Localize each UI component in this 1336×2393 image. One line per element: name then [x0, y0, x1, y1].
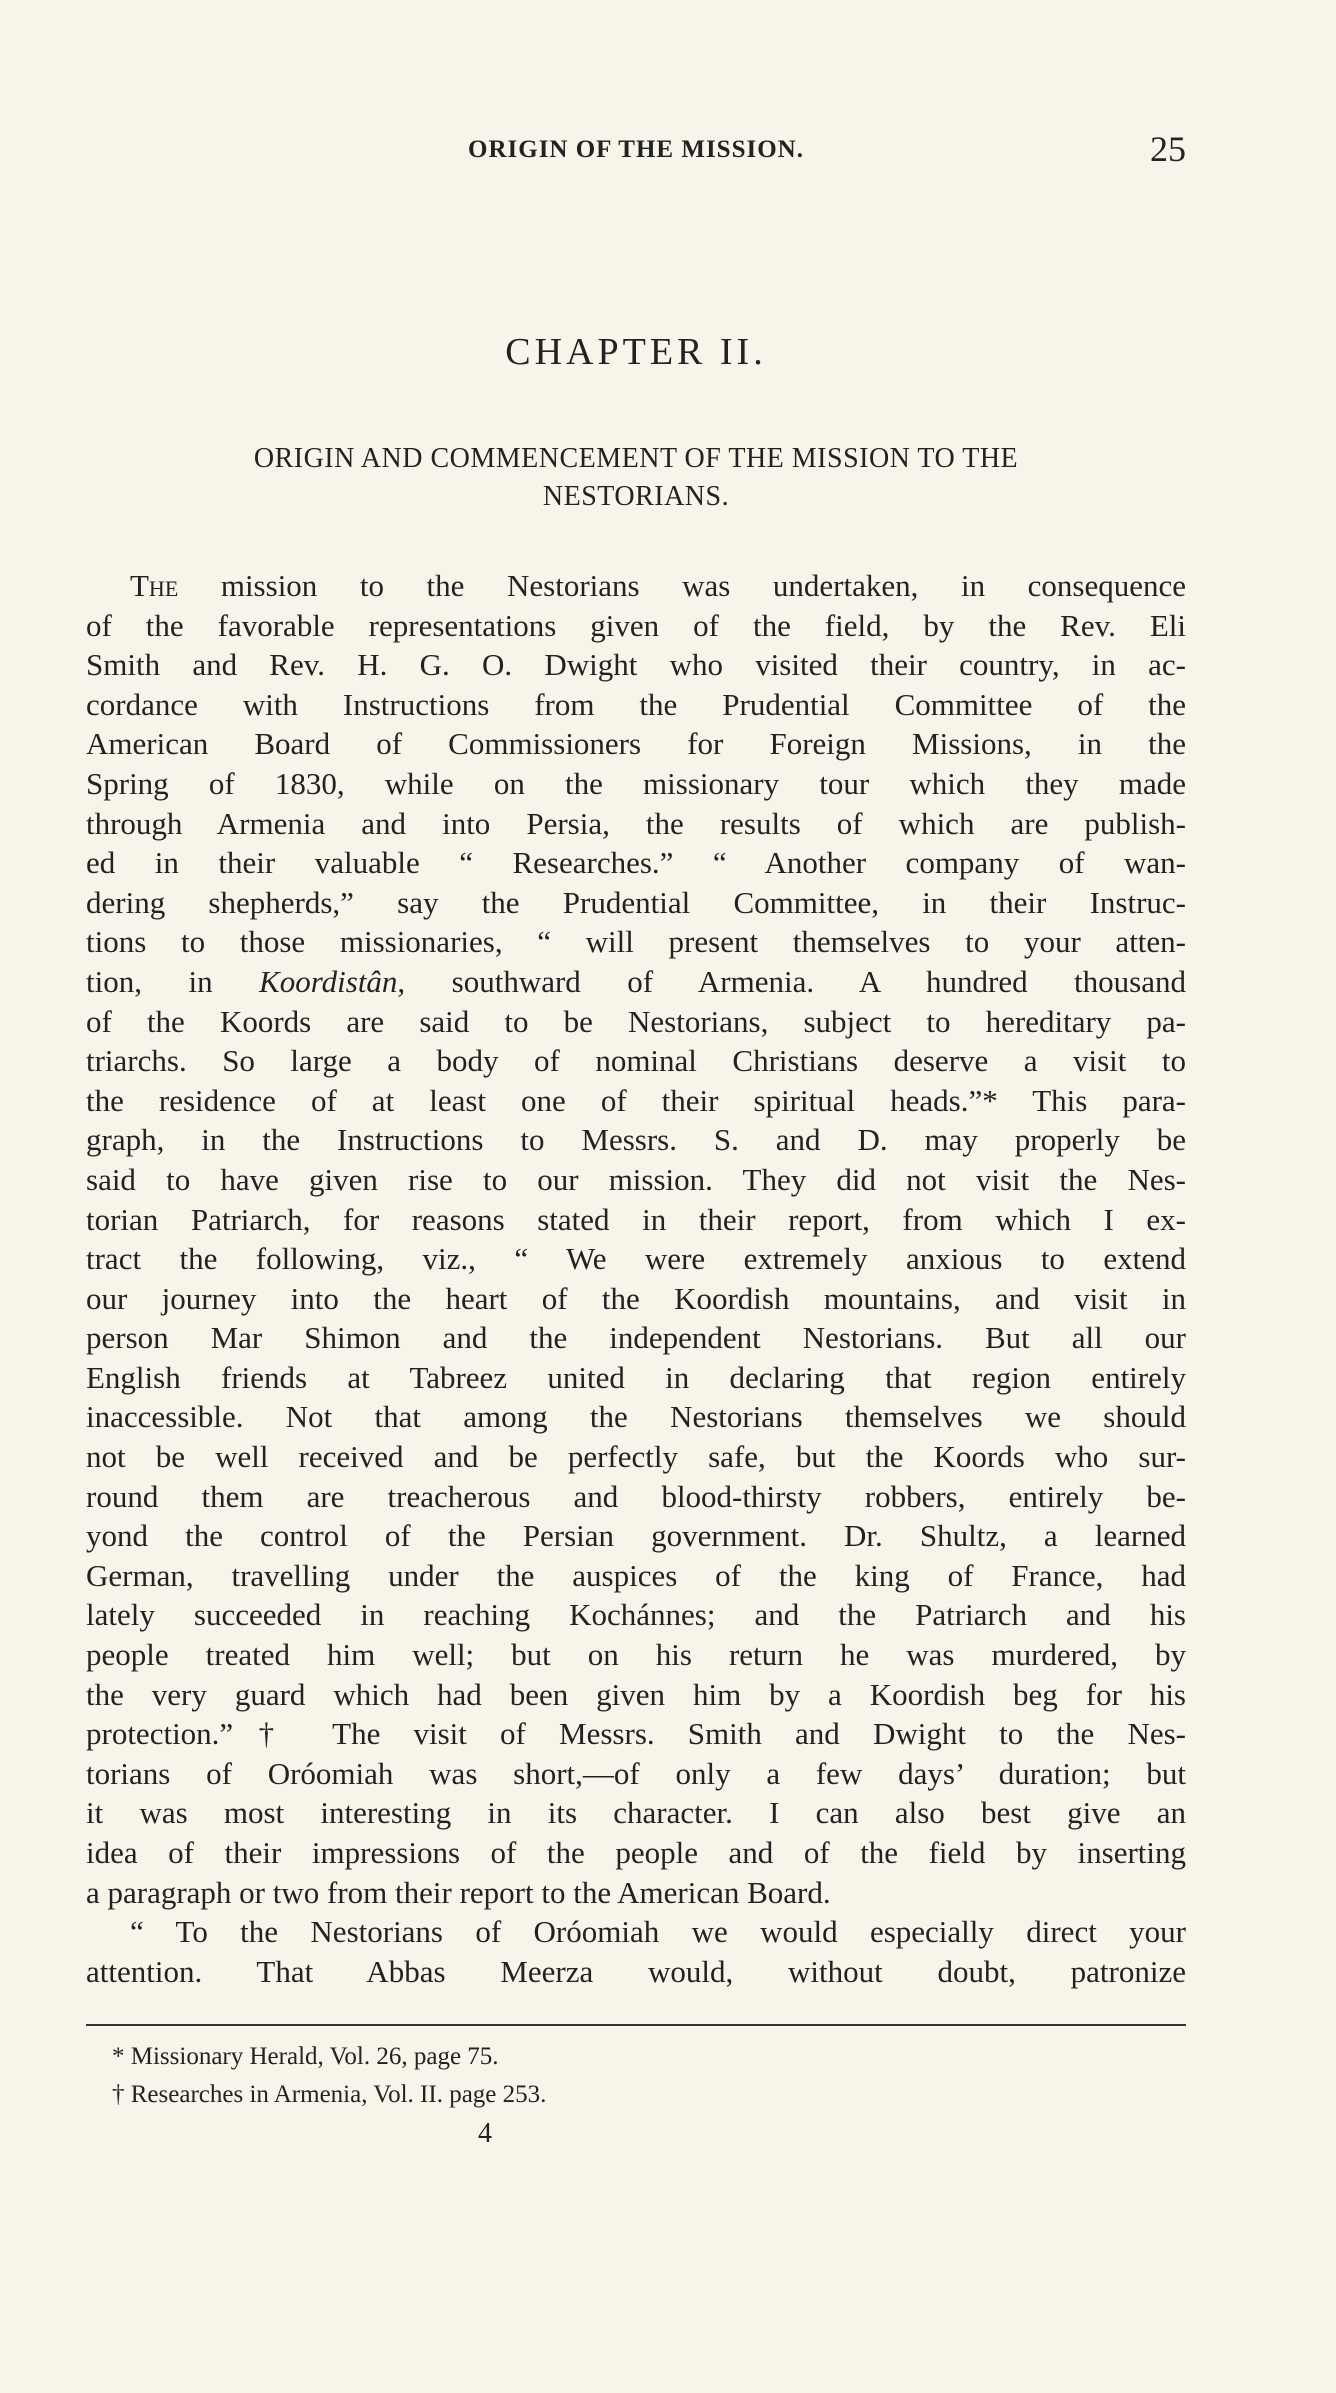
text-line: people treated him well; but on his return he was murdered, by — [86, 1637, 1186, 1673]
text-line: tract the following, viz., “ We were extremely anxious to extend — [86, 1241, 1186, 1277]
text-line: English friends at Tabreez united in declaring that region entirely — [86, 1359, 1186, 1395]
text-line: idea of their impressions of the people and of the field by inserting — [86, 1835, 1186, 1870]
text-line: the very guard which had been given him by a Koordish beg for his — [86, 1676, 1186, 1712]
text-line: ed in their valuable “ Researches.” “ Another company of wan- — [86, 845, 1186, 881]
text-line: inaccessible. Not that among the Nestorians themselves we should — [86, 1399, 1186, 1435]
text-line: cordance with Instructions from the Prudential Committee of the — [86, 686, 1186, 722]
section-title — [86, 440, 1186, 516]
text-line: a paragraph or two from their report to the American Board. — [86, 1874, 831, 1910]
text-line: said to have given rise to our mission. They did not visit the Nes- — [86, 1161, 1186, 1197]
text-line: the residence of at least one of their spiritual heads.”* This para- — [86, 1082, 1186, 1118]
text-line: attention. That Abbas Meerza would, without doubt, patronize — [86, 1953, 1186, 1989]
text-line: dering shepherds,” say the Prudential Committee, in their Instruc- — [86, 884, 1186, 920]
text-line: yond the control of the Persian government. Dr. Shultz, a learned — [86, 1518, 1186, 1554]
text-line: The mission to the Nestorians was undertaken, in consequence — [130, 568, 1186, 603]
text-line: German, travelling under the auspices of the king of France, had — [86, 1557, 1186, 1593]
running-title: ORIGIN OF THE MISSION. — [468, 136, 804, 163]
text-line: tion, in Koordistân, southward of Armenia. A hundred thousand — [86, 963, 1186, 999]
body-text — [86, 566, 1186, 1991]
section-title-line-1: ORIGIN AND COMMENCEMENT OF THE MISSION TO THE — [253, 443, 1019, 474]
text-line: lately succeeded in reaching Kochánnes; and the Patriarch and his — [86, 1597, 1186, 1633]
text-line: torians of Oróomiah was short,—of only a few days’ duration; but — [86, 1755, 1186, 1791]
footnote: † Researches in Armenia, Vol. II. page 253. — [112, 2081, 547, 2108]
section-title-line-2: NESTORIANS. — [542, 481, 730, 512]
text-line: our journey into the heart of the Koordish mountains, and visit in — [86, 1280, 1186, 1316]
text-line: torian Patriarch, for reasons stated in their report, from which I ex- — [86, 1201, 1186, 1237]
text-line: Spring of 1830, while on the missionary tour which they made — [86, 765, 1186, 801]
text-line: round them are treacherous and blood-thirsty robbers, entirely be- — [86, 1478, 1186, 1514]
text-line: of the favorable representations given of the field, by the Rev. Eli — [86, 607, 1186, 643]
chapter-heading: CHAPTER II. — [505, 331, 767, 373]
text-line: not be well received and be perfectly safe, but the Koords who sur- — [86, 1439, 1186, 1475]
text-line: protection.”† The visit of Messrs. Smith and Dwight to the Nes- — [86, 1716, 1186, 1752]
text-line: tions to those missionaries, “ will present themselves to your atten- — [86, 924, 1186, 960]
text-line: of the Koords are said to be Nestorians, subject to hereditary pa- — [86, 1003, 1186, 1039]
footnote: * Missionary Herald, Vol. 26, page 75. — [112, 2043, 499, 2070]
text-line: “ To the Nestorians of Oróomiah we would especially direct your — [130, 1914, 1186, 1950]
text-line: Smith and Rev. H. G. O. Dwight who visited their country, in ac- — [86, 647, 1186, 683]
signature-mark: 4 — [478, 2118, 492, 2149]
text-line: person Mar Shimon and the independent Nestorians. But all our — [86, 1320, 1186, 1356]
text-line: triarchs. So large a body of nominal Christians deserve a visit to — [86, 1043, 1186, 1079]
drop-word: The — [130, 568, 179, 603]
page-number: 25 — [1150, 129, 1186, 169]
text-line: graph, in the Instructions to Messrs. S. and D. may properly be — [86, 1122, 1186, 1158]
italic-place-name: Koordistân, — [259, 963, 406, 999]
text-line: through Armenia and into Persia, the results of which are publish- — [86, 805, 1186, 841]
footnotes — [112, 2038, 546, 2114]
running-header — [86, 128, 1186, 168]
text-line: it was most interesting in its character. I can also best give an — [86, 1795, 1186, 1831]
footnote-rule — [86, 2024, 1186, 2026]
text-line: American Board of Commissioners for Foreign Missions, in the — [86, 726, 1186, 762]
